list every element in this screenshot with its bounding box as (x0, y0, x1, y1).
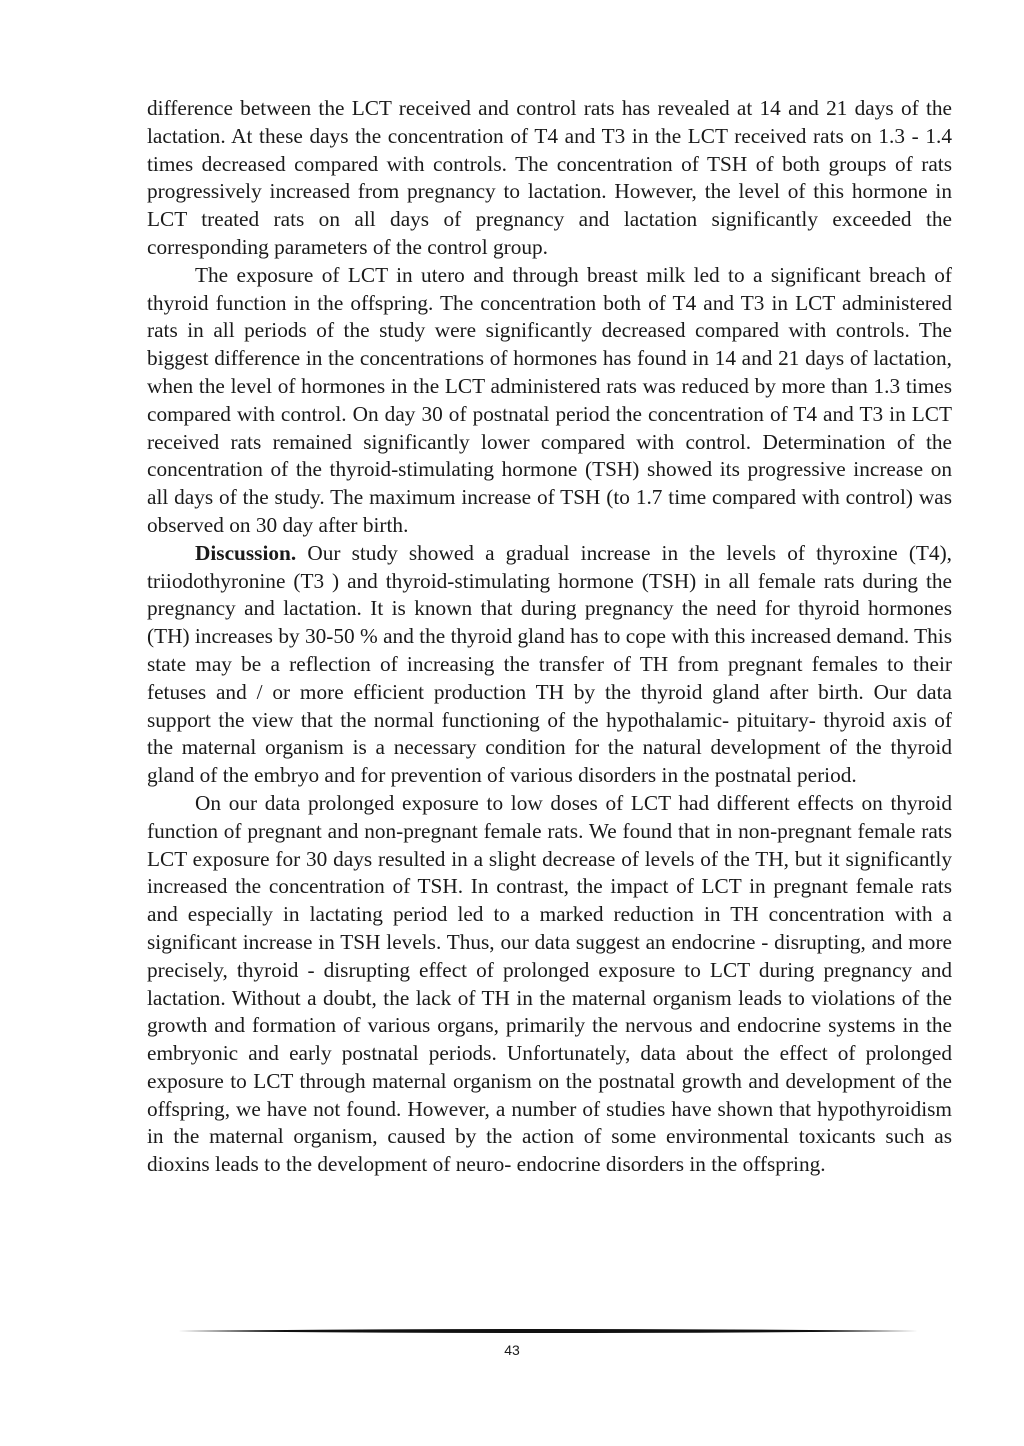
page-number: 43 (504, 1342, 520, 1358)
paragraph-text: On our data prolonged exposure to low doses of LCT had different effects on thyroid function of pregnant and non-pregnant female rats. We found that in non-pregnant female rats LCT exposure for 30 days resulted in a slight decrease of levels of the TH, but it significantly increased the concentration of TSH. In contrast, the impact of LCT in pregnant female rats and especially in lactating period led to a marked reduction in TH concentration with a significant increase in TSH levels. Thus, our data suggest an endocrine - disrupting, and more precisely, thyroid - disrupting effect of prolonged exposure to LCT during pregnancy and lactation. Without a doubt, the lack of TH in the maternal organism leads to violations of the growth and formation of various organs, primarily the nervous and endocrine systems in the embryonic and early postnatal periods. Unfortunately, data about the effect of prolonged exposure to LCT through maternal organism on the postnatal growth and development of the offspring, we have not found. However, a number of studies have shown that hypothyroidism in the maternal organism, caused by the action of some environmental toxicants such as dioxins leads to the development of neuro- endocrine disorders in the offspring. (147, 790, 952, 1177)
paragraph-discussion (147, 540, 952, 790)
paragraph-text: Our study showed a gradual increase in the levels of thyroxine (T4), triiodothyronine (T3 ) and thyroid-stimulating hormone (TSH) in all female rats during the pregnancy and lactation. It is known that during pregnancy the need for thyroid hormones (TH) increases by 30-50 % and the thyroid gland has to cope with this increased demand. This state may be a reflection of increasing the transfer of TH from pregnant females to their fetuses and / or more efficient production TH by the thyroid gland after birth. Our data support the view that the normal functioning of the hypothalamic- pituitary- thyroid axis of the maternal organism is a necessary condition for the natural development of the thyroid gland of the embryo and for prevention of various disorders in the postnatal period. (147, 540, 952, 788)
paragraph-text: The exposure of LCT in utero and through breast milk led to a significant breach of thyroid function in the offspring. The concentration both of T4 and T3 in LCT administered rats in all periods of the study were significantly decreased compared with controls. The biggest difference in the concentrations of hormones has found in 14 and 21 days of lactation, when the level of hormones in the LCT administered rats was reduced by more than 1.3 times compared with control. On day 30 of postnatal period the concentration of T4 and T3 in LCT received rats remained significantly lower compared with control. Determination of the concentration of the thyroid-stimulating hormone (TSH) showed its progressive increase on all days of the study. The maximum increase of TSH (to 1.7 time compared with control) was observed on 30 day after birth. (147, 262, 952, 537)
paragraph-text: difference between the LCT received and control rats has revealed at 14 and 21 days of the lactation. At these days the concentration of T4 and T3 in the LCT received rats on 1.3 - 1.4 times decreased compared with controls. The concentration of TSH of both groups of rats progressively increased from pregnancy to lactation. However, the level of this hormone in LCT treated rats on all days of pregnancy and lactation significantly exceeded the corresponding parameters of the control group. (147, 96, 952, 259)
footer-divider (178, 1327, 918, 1335)
discussion-heading: Discussion. (195, 540, 297, 565)
paragraph-offspring-results (147, 262, 952, 540)
paragraph-continuation (147, 95, 952, 262)
page-body (147, 95, 952, 1179)
paragraph-lct-effects (147, 790, 952, 1179)
